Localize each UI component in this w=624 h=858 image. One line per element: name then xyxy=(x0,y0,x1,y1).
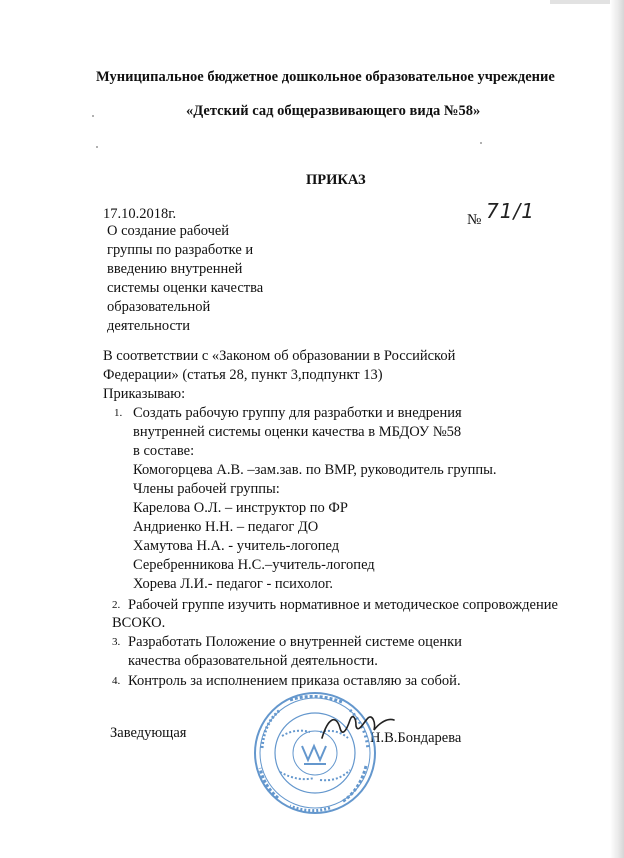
item-1-line: Хамутова Н.А. - учитель-логопед xyxy=(133,538,340,554)
item-2-line: ВСОКО. xyxy=(112,615,166,631)
subject-line-2: группы по разработке и xyxy=(107,242,254,258)
item-1-line: в составе: xyxy=(133,443,195,459)
item-1-line: Андриенко Н.Н. – педагог ДО xyxy=(133,519,319,535)
document-title: ПРИКАЗ xyxy=(306,172,366,188)
header-line-2: «Детский сад общеразвивающего вида №58» xyxy=(186,103,481,119)
item-3-line: качества образовательной деятельности. xyxy=(128,653,378,669)
order-date: 17.10.2018г. xyxy=(103,206,177,222)
item-3-marker: 3. xyxy=(112,636,121,648)
order-number-handwritten: 71/1 xyxy=(486,199,535,223)
item-1-line: Карелова О.Л. – инструктор по ФР xyxy=(133,500,348,516)
item-1-line: Хорева Л.И.- педагог - психолог. xyxy=(133,576,334,592)
scan-speck xyxy=(480,142,482,144)
subject-line-4: системы оценки качества xyxy=(107,280,264,296)
subject-line-3: введению внутренней xyxy=(107,261,243,277)
handwritten-signature xyxy=(318,708,398,748)
item-1-line: внутренней системы оценки качества в МБДОУ №58 xyxy=(133,424,462,440)
scan-edge xyxy=(610,0,624,858)
subject-line-5: образовательной xyxy=(107,299,211,315)
item-4-marker: 4. xyxy=(112,675,121,687)
subject-line-6: деятельности xyxy=(107,318,191,334)
item-2-marker: 2. xyxy=(112,599,121,611)
signatory-name: Н.В.Бондарева xyxy=(370,730,462,746)
preamble-line-2: Федерации» (статья 28, пункт 3,подпункт 13) xyxy=(103,367,383,383)
item-1-line: Создать рабочую группу для разработки и внедрения xyxy=(133,405,462,421)
order-number-label: № xyxy=(467,212,482,228)
scan-edge-top xyxy=(550,0,610,4)
order-word: Приказываю: xyxy=(103,386,186,402)
item-1-line: Серебренникова Н.С.–учитель-логопед xyxy=(133,557,375,573)
scan-speck xyxy=(92,115,94,117)
item-1-marker: 1. xyxy=(114,407,123,419)
scan-speck xyxy=(96,146,98,148)
signatory-position: Заведующая xyxy=(110,725,187,741)
subject-line-1: О создание рабочей xyxy=(107,223,230,239)
item-1-line: Члены рабочей группы: xyxy=(133,481,280,497)
item-2-line: Рабочей группе изучить нормативное и методическое сопровождение xyxy=(128,597,558,613)
item-4-line: Контроль за исполнением приказа оставляю за собой. xyxy=(128,673,461,689)
item-3-line: Разработать Положение о внутренней системе оценки xyxy=(128,634,462,650)
header-line-1: Муниципальное бюджетное дошкольное образовательное учреждение xyxy=(96,69,555,85)
preamble-line-1: В соответствии с «Законом об образовании в Российской xyxy=(103,348,456,364)
item-1-line: Комогорцева А.В. –зам.зав. по ВМР, руководитель группы. xyxy=(133,462,497,478)
